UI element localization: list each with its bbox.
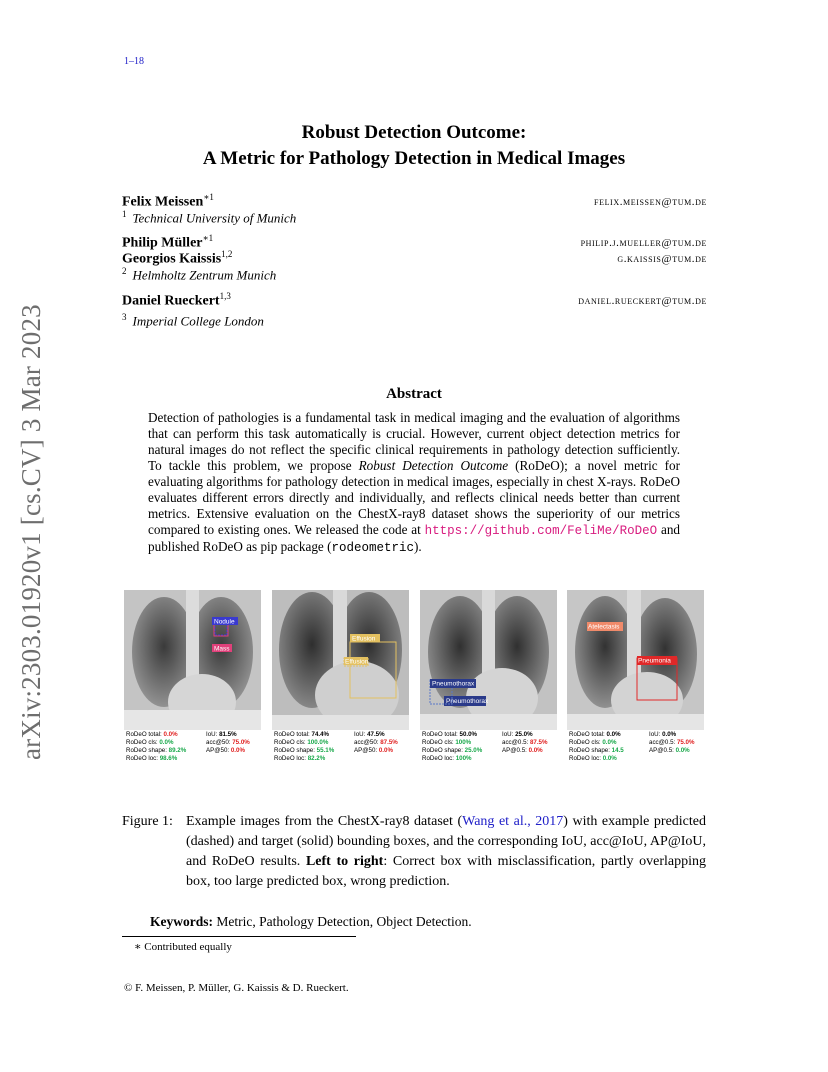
metric-text: RoDeO shape: — [126, 746, 169, 754]
metric-text: 98.6% — [159, 754, 178, 762]
chest-xray-image — [567, 590, 704, 730]
figure-panel — [124, 590, 261, 768]
metric-text: RoDeO loc: — [569, 754, 603, 762]
metric-text: 0.0% — [230, 746, 245, 754]
metric-text: 89.2% — [168, 746, 187, 754]
metric-row — [569, 739, 704, 747]
author-name: Felix Meissen$^{∗1}$ — [122, 192, 214, 210]
metric-text: 82.2% — [307, 754, 326, 762]
metric-row — [274, 739, 409, 747]
metric-row — [422, 739, 557, 747]
code-link[interactable]: https://github.com/FeliMe/RoDeO — [424, 524, 658, 538]
metric-text: RoDeO cls: — [126, 738, 160, 746]
metric-text: 0.0% — [602, 754, 617, 762]
copyright: © F. Meissen, P. Müller, G. Kaissis & D. Rueckert. — [124, 982, 349, 994]
author-email: felix.meissen@tum.de — [594, 196, 707, 208]
author-name: Philip Müller$^{∗1}$ — [122, 233, 214, 251]
metric-text: RoDeO shape: — [274, 746, 317, 754]
metric-text: 100% — [455, 754, 472, 762]
metric-text: RoDeO loc: — [422, 754, 456, 762]
metric-row — [422, 755, 557, 763]
metric-text: RoDeO shape: — [569, 746, 612, 754]
target-label: Pneumonia — [638, 657, 671, 665]
metric-text: 25.0% — [464, 746, 483, 754]
author-email: philip.j.mueller@tum.de — [580, 237, 707, 249]
author-name: Georgios Kaissis$^{1,2}$ — [122, 249, 233, 267]
metric-text: AP@50: — [354, 746, 379, 754]
metric-row — [569, 747, 704, 755]
pred-label: Nodule — [214, 618, 235, 626]
target-label: Effusion — [352, 635, 376, 643]
metric-row — [126, 747, 261, 755]
metric-row — [274, 747, 409, 755]
pred-label: Effusion — [345, 658, 369, 666]
metric-text: 47.5% — [367, 731, 385, 738]
metric-text: RoDeO total: — [126, 731, 164, 738]
affiliation: $^1$ Technical University of Munich — [122, 209, 297, 226]
metric-text: IoU: — [649, 731, 663, 738]
metrics-block — [569, 731, 704, 763]
metric-text: 87.5% — [380, 738, 398, 746]
chest-xray-image — [272, 590, 409, 730]
metric-text: acc@50: — [206, 738, 233, 746]
metric-text: acc@50: — [354, 738, 381, 746]
pred-label: Atelectasis — [588, 623, 620, 631]
metric-row — [422, 747, 557, 755]
paper-title — [0, 120, 828, 172]
metric-text: 87.5% — [529, 738, 548, 746]
figure-panel — [567, 590, 704, 768]
arxiv-stamp: arXiv:2303.01920v1 [cs.CV] 3 Mar 2023 — [16, 304, 46, 760]
metric-text: acc@0.5: — [502, 738, 530, 746]
metric-text: 0.0% — [662, 731, 677, 738]
figure-caption: Figure 1: Example images from the ChestX-ray8 dataset (Wang et al., 2017) with example predicted (dashed) and target (solid) bounding boxes, and the corresponding IoU, acc@IoU, AP@IoU, and RoDeO results. Left to right: Correct box with misclassification, partly overlapping box, too large predicted box, wrong prediction. — [122, 814, 707, 889]
metric-text: RoDeO loc: — [126, 754, 160, 762]
figure-panel — [272, 590, 409, 768]
title-line-1: Robust Detection Outcome: — [301, 122, 527, 143]
metrics-block — [274, 731, 409, 763]
metric-text: RoDeO shape: — [422, 746, 465, 754]
metric-text: 0.0% — [528, 746, 543, 754]
author-name: Daniel Rueckert$^{1,3}$ — [122, 291, 231, 309]
metric-row — [274, 755, 409, 763]
metric-text: 0.0% — [159, 738, 174, 746]
footnote: ∗ Contributed equally — [134, 941, 232, 953]
metric-text: RoDeO loc: — [274, 754, 308, 762]
caption-label: Figure 1: — [122, 814, 173, 829]
metric-text: RoDeO total: — [422, 731, 460, 738]
metric-row — [126, 739, 261, 747]
metric-text: IoU: — [502, 731, 516, 738]
metric-row — [569, 755, 704, 763]
target-label: Mass — [214, 645, 230, 653]
metric-text: 75.0% — [232, 738, 250, 746]
metric-text: 75.0% — [676, 738, 695, 746]
metric-text: RoDeO total: — [569, 731, 607, 738]
figure-1 — [124, 590, 704, 770]
metric-text: 25.0% — [515, 731, 533, 738]
figure-panel — [420, 590, 557, 768]
metric-row — [126, 731, 261, 739]
abstract-body: Detection of pathologies is a fundamental task in medical imaging and the evaluation of algorithms that can perform this task automatically is crucial. However, current object detection metrics for natural images do not reflect the specific clinical requirements in pathology detection sufficiently. To tackle this problem, we propose Robust Detection Outcome (RoDeO); a novel metric for evaluating algorithms for pathology detection in medical images, especially in chest X-rays. RoDeO evaluates different errors directly and individually, and reflects clinical needs better than current metrics. Extensive evaluation on the ChestX-ray8 dataset shows the superiority of our metrics compared to existing ones. We released the code at https://github.com/FeliMe/RoDeO and published RoDeO as pip package (rodeometric). — [148, 410, 681, 555]
citation-link[interactable]: Wang et al., 2017 — [462, 814, 564, 829]
metric-text: 0.0% — [163, 731, 178, 738]
chest-xray-image — [124, 590, 261, 730]
affiliation: $^3$ Imperial College London — [122, 312, 264, 329]
metric-text: IoU: — [206, 731, 220, 738]
metric-text: 14.5 — [611, 746, 624, 754]
metric-text: IoU: — [354, 731, 368, 738]
metric-row — [274, 731, 409, 739]
metric-text: acc@0.5: — [649, 738, 677, 746]
footnote-rule — [122, 936, 356, 937]
metric-text: 50.0% — [459, 731, 478, 738]
metric-text: 74.4% — [311, 731, 330, 738]
metric-text: 55.1% — [316, 746, 335, 754]
metric-text: 81.5% — [219, 731, 237, 738]
metric-text: AP@0.5: — [502, 746, 529, 754]
metric-row — [569, 731, 704, 739]
affiliation: $^2$ Helmholtz Zentrum Munich — [122, 266, 277, 283]
title-line-2: A Metric for Pathology Detection in Medical Images — [202, 148, 626, 169]
chest-xray-image — [420, 590, 557, 730]
metric-row — [126, 755, 261, 763]
metric-text: RoDeO cls: — [422, 738, 456, 746]
metric-row — [422, 731, 557, 739]
metric-text: AP@50: — [206, 746, 231, 754]
metric-text: 0.0% — [602, 738, 617, 746]
metric-text: RoDeO total: — [274, 731, 312, 738]
metric-text: AP@0.5: — [649, 746, 676, 754]
pred-label: Pneumothorax — [432, 680, 475, 688]
author-email: daniel.rueckert@tum.de — [578, 295, 707, 307]
metric-text: RoDeO cls: — [569, 738, 603, 746]
keywords: Keywords: Metric, Pathology Detection, Object Detection. — [150, 914, 472, 929]
metric-text: 0.0% — [675, 746, 690, 754]
metric-text: 0.0% — [378, 746, 393, 754]
metrics-block — [422, 731, 557, 763]
metric-text: 0.0% — [606, 731, 621, 738]
abstract-heading: Abstract — [386, 386, 442, 402]
page-number: 1–18 — [124, 56, 144, 67]
metric-text: 100% — [455, 738, 472, 746]
author-email: g.kaissis@tum.de — [617, 253, 707, 265]
metrics-block — [126, 731, 261, 763]
metric-text: RoDeO cls: — [274, 738, 308, 746]
target-label: Pneumothorax — [446, 698, 489, 705]
metric-text: 100.0% — [307, 738, 329, 746]
